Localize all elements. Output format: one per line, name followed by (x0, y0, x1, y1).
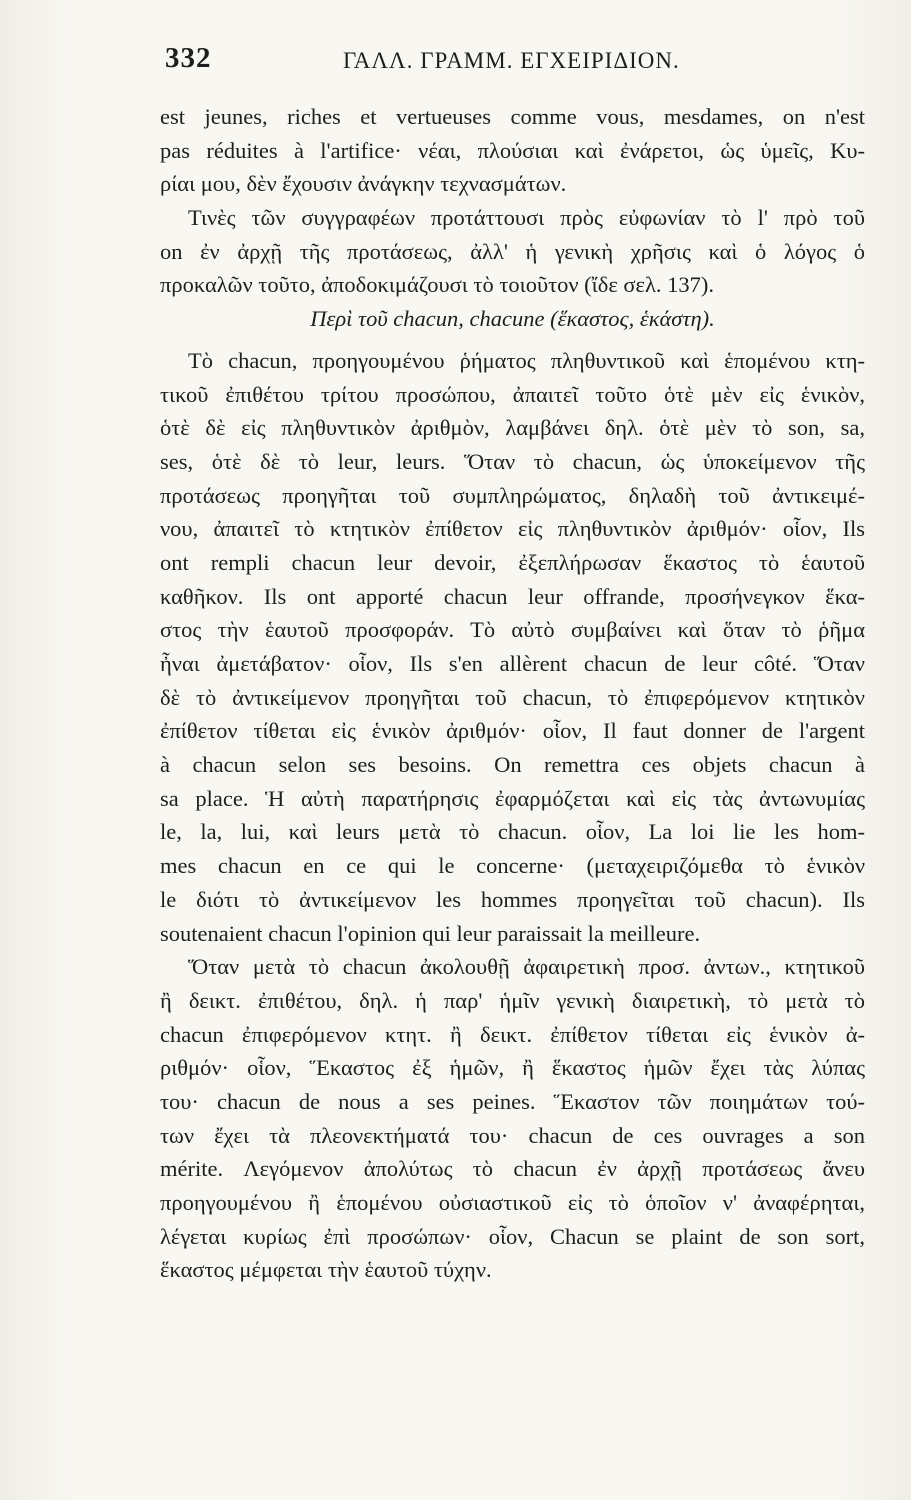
text-line: των ἔχει τὰ πλεονεκτήματά του· chacun de ces ouvrages a son (160, 1122, 865, 1148)
section-heading: Περὶ τοῦ chacun, chacune (ἕκαστος, ἑκάστη). (310, 306, 715, 332)
text-line: ont rempli chacun leur devoir, ἐξεπλήρωσαν ἕκαστος τὸ ἑαυτοῦ (160, 549, 865, 575)
text-line: δὲ τὸ ἀντικείμενον προηγῆται τοῦ chacun, τὸ ἐπιφερόμενον κτητικὸν (160, 684, 865, 710)
text-line: à chacun selon ses besoins. On remettra ces objets chacun à (160, 752, 865, 778)
page-header (165, 38, 865, 88)
text-line: soutenaient chacun l'opinion qui leur paraissait la meilleure. (160, 920, 701, 946)
running-title: ΓΑΛΛ. ΓΡΑΜΜ. ΕΓΧΕΙΡΙΔΙΟΝ. (343, 48, 680, 73)
text-line: est jeunes, riches et vertueuses comme vous, mesdames, on n'est (160, 104, 865, 129)
text-line: νου, ἀπαιτεῖ τὸ κτητικὸν ἐπίθετον εἰς πληθυντικὸν ἀριθμόν· οἷον, Ils (160, 516, 865, 542)
text-line: mérite. Λεγόμενον ἀπολύτως τὸ chacun ἐν ἀρχῇ προτάσεως ἄνευ (160, 1156, 865, 1182)
text-line: τικοῦ ἐπιθέτου τρίτου προσώπου, ἀπαιτεῖ τοῦτο ὁτὲ μὲν εἰς ἑνικὸν, (160, 381, 865, 407)
text-line: Τινὲς τῶν συγγραφέων προτάττουσι πρὸς εὐφωνίαν τὸ l' πρὸ τοῦ (188, 205, 865, 231)
text-line: προηγουμένου ἢ ἑπομένου οὐσιαστικοῦ εἰς τὸ ὁποῖον ν' ἀναφέρηται, (160, 1190, 865, 1215)
text-line: ὁτὲ δὲ εἰς πληθυντικὸν ἀριθμὸν, λαμβάνει δηλ. ὁτὲ μὲν τὸ son, sa, (160, 415, 865, 441)
text-line: le διότι τὸ ἀντικείμενον les hommes προηγεῖται τοῦ chacun). Ils (160, 886, 865, 912)
text-line: ἢ δεικτ. ἐπιθέτου, δηλ. ἡ παρ' ἡμῖν γενικὴ διαιρετικὴ, τὸ μετὰ τὸ (160, 987, 865, 1013)
text-line: Ὅταν μετὰ τὸ chacun ἀκολουθῇ ἀφαιρετικὴ προσ. ἀντων., κτητικοῦ (188, 954, 865, 980)
text-line: sa place. Ἡ αὐτὴ παρατήρησις ἐφαρμόζεται καὶ εἰς τὰς ἀντωνυμίας (160, 785, 865, 811)
text-line: ἐπίθετον τίθεται εἰς ἑνικὸν ἀριθμόν· οἷον, Il faut donner de l'argent (160, 718, 865, 744)
text-line: προκαλῶν τοῦτο, ἀποδοκιμάζουσι τὸ τοιοῦτον (ἴδε σελ. 137). (160, 272, 714, 298)
text-line: on ἐν ἀρχῇ τῆς προτάσεως, ἀλλ' ἡ γενικὴ χρῆσις καὶ ὁ λόγος ὁ (160, 238, 865, 264)
text-line: ἕκαστος μέμφεται τὴν ἑαυτοῦ τύχην. (160, 1257, 492, 1283)
text-line: Τὸ chacun, προηγουμένου ῥήματος πληθυντικοῦ καὶ ἑπομένου κτη- (188, 347, 865, 373)
text-line: λέγεται κυρίως ἐπὶ προσώπων· οἷον, Chacun se plaint de son sort, (160, 1223, 865, 1249)
text-line: ses, ὁτὲ δὲ τὸ leur, leurs. Ὅταν τὸ chacun, ὡς ὑποκείμενον τῆς (160, 448, 865, 474)
page-number: 332 (165, 42, 212, 74)
text-line: mes chacun en ce qui le concerne· (μεταχειριζόμεθα τὸ ἑνικὸν (160, 853, 865, 879)
text-line: καθῆκον. Ils ont apporté chacun leur offrande, προσήνεγκον ἕκα- (160, 583, 865, 609)
text-line: ριθμόν· οἷον, Ἕκαστος ἐξ ἡμῶν, ἢ ἕκαστος ἡμῶν ἔχει τὰς λύπας (160, 1055, 865, 1081)
text-line: στος τὴν ἑαυτοῦ προσφοράν. Τὸ αὐτὸ συμβαίνει καὶ ὅταν τὸ ῥῆμα (160, 617, 865, 643)
body-text (160, 100, 865, 1287)
text-line: chacun ἐπιφερόμενον κτητ. ἢ δεικτ. ἐπίθετον τίθεται εἰς ἑνικὸν ἀ- (160, 1021, 865, 1047)
text-line: προτάσεως προηγῆται τοῦ συμπληρώματος, δηλαδὴ τοῦ ἀντικειμέ- (160, 482, 865, 508)
text-line: ἦναι ἀμετάβατον· οἷον, Ils s'en allèrent chacun de leur côté. Ὅταν (160, 651, 865, 676)
text-line: le, la, lui, καὶ leurs μετὰ τὸ chacun. οἷον, La loi lie les hom- (160, 819, 865, 845)
text-line: του· chacun de nous a ses peines. Ἕκαστον τῶν ποιημάτων τού- (160, 1088, 865, 1114)
text-line: ρίαι μου, δὲν ἔχουσιν ἀνάγκην τεχνασμάτων. (160, 171, 567, 197)
text-line: pas réduites à l'artifice· νέαι, πλούσιαι καὶ ἐνάρετοι, ὡς ὑμεῖς, Κυ- (160, 137, 865, 163)
